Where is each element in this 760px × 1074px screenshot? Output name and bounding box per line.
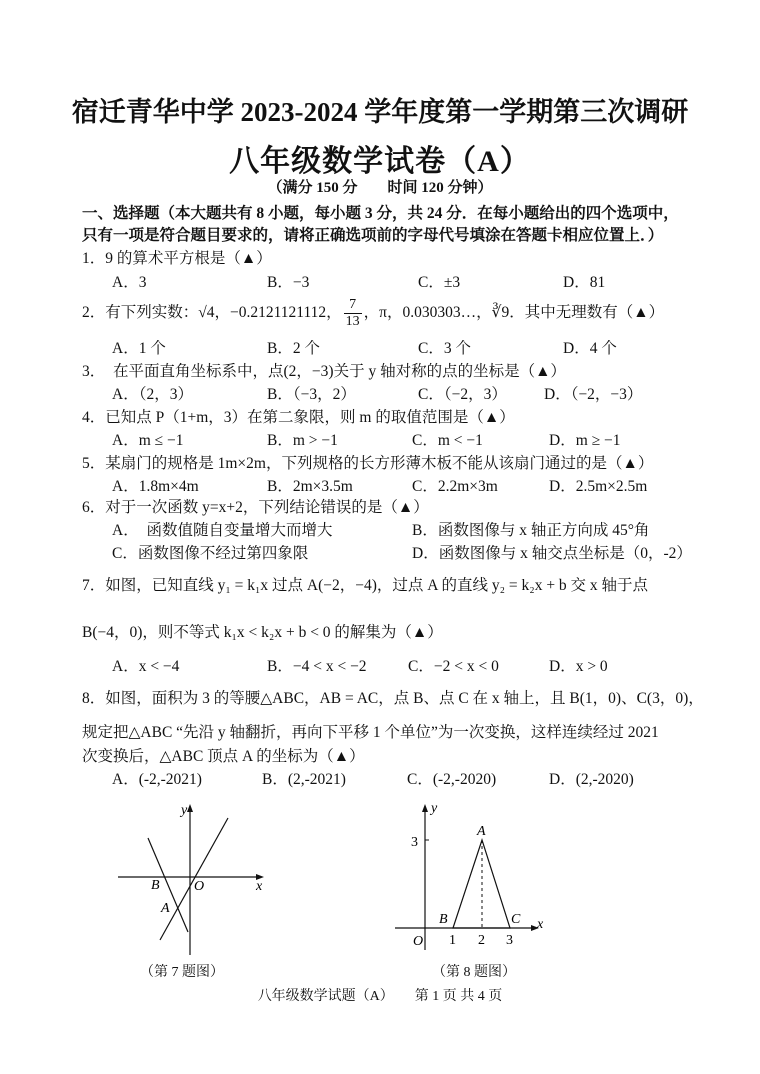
- q8-option-b: B．(2,-2021): [262, 771, 346, 788]
- fig8-label-c: C: [511, 912, 521, 927]
- q4-option-d: D．m ≥ −1: [549, 432, 621, 449]
- q8-stem-line3: 次变换后，△ABC 顶点 A 的坐标为（▲）: [82, 748, 365, 765]
- q8-option-c: C．(-2,-2020): [407, 771, 497, 788]
- q6-option-c: C．函数图像不经过第四象限: [112, 545, 309, 562]
- q2-stem-prefix: 2．有下列实数：√4，−0.2121121112，: [82, 304, 342, 322]
- q2-fraction-num: 7: [344, 297, 362, 314]
- q1-option-c: C．±3: [418, 274, 461, 291]
- fig7-label-x: x: [256, 879, 263, 894]
- q4-stem: 4．已知点 P（1+m，3）在第二象限，则 m 的取值范围是（▲）: [82, 409, 515, 426]
- q7-options: [82, 654, 722, 676]
- q7-option-b: B．−4 < x < −2: [267, 658, 367, 675]
- q6-option-a: A． 函数值随自变量增大而增大: [112, 522, 333, 539]
- q2-stem-suffix: ，π，0.030303…，∛9．其中无理数有（▲）: [363, 304, 665, 322]
- fig7-y-arrow: [187, 804, 193, 812]
- q8-stem-line2: 规定把△ABC “先沿 y 轴翻折，再向下平移 1 个单位”为一次变换，这样连续经过 2021: [82, 724, 659, 741]
- q2-option-b: B．2 个: [267, 340, 320, 357]
- q6-stem: 6．对于一次函数 y=x+2，下列结论错误的是（▲）: [82, 499, 429, 516]
- q7-option-a: A．x < −4: [112, 658, 180, 675]
- q1-stem: 1．9 的算术平方根是（▲）: [82, 250, 272, 267]
- figure8-graph: [385, 800, 560, 952]
- q5-option-b: B．2m×3.5m: [267, 478, 353, 495]
- fig8-label-b: B: [439, 912, 448, 927]
- q6-option-d: D．函数图像与 x 轴交点坐标是（0，-2）: [412, 545, 692, 562]
- fig7-label-y: y: [181, 803, 188, 818]
- q7-stem-line1: 7．如图，已知直线 y₁ = k₁x 过点 A(−2，−4)，过点 A 的直线 y₂ = k₂x + b 交 x 轴于点: [82, 577, 649, 594]
- q8-options: [82, 767, 722, 789]
- fig8-tick-label-y3: 3: [411, 835, 418, 850]
- figure8-caption: （第 8 题图）: [432, 965, 516, 980]
- q1-option-d: D．81: [563, 274, 606, 291]
- q7-option-c: C．−2 < x < 0: [408, 658, 499, 675]
- q4-option-b: B．m > −1: [267, 432, 338, 449]
- q6-options-row1: [82, 518, 722, 540]
- q8-stem-line1: 8．如图，面积为 3 的等腰△ABC，AB = AC，点 B、点 C 在 x 轴上，且 B(1，0)、C(3，0)，: [82, 690, 704, 707]
- q5-option-d: D．2.5m×2.5m: [549, 478, 648, 495]
- q2-stem: [82, 297, 664, 330]
- q7-stem-line2: B(−4，0)，则不等式 k₁x < k₂x + b < 0 的解集为（▲）: [82, 624, 443, 641]
- exam-score-time: （满分 150 分 时间 120 分钟）: [267, 180, 493, 196]
- fig8-tick-label-2: 2: [478, 933, 485, 948]
- fig8-label-y: y: [431, 801, 438, 816]
- fig7-label-o: O: [194, 879, 205, 894]
- q4-option-c: C．m < −1: [412, 432, 483, 449]
- q1-option-b: B．−3: [267, 274, 310, 291]
- fig8-tick-label-1: 1: [449, 933, 456, 948]
- figure7-graph: [110, 800, 280, 960]
- figure7-caption: （第 7 题图）: [140, 965, 224, 980]
- q2-options: [82, 336, 722, 358]
- fig8-label-o: O: [413, 934, 424, 949]
- exam-school-title: 宿迁青华中学 2023-2024 学年度第一学期第三次调研: [71, 97, 689, 127]
- exam-paper-title: 八年级数学试卷（A）: [229, 145, 531, 178]
- q3-option-c: C．（−2，3）: [418, 386, 507, 403]
- q5-stem: 5．某扇门的规格是 1m×2m，下列规格的长方形薄木板不能从该扇门通过的是（▲）: [82, 455, 654, 472]
- q1-option-a: A．3: [112, 274, 147, 291]
- q2-option-c: C．3 个: [418, 340, 471, 357]
- fig8-label-x: x: [537, 917, 544, 932]
- q3-stem: 3． 在平面直角坐标系中，点(2，−3)关于 y 轴对称的点的坐标是（▲）: [82, 363, 566, 380]
- fig8-label-a: A: [477, 824, 486, 839]
- fig8-y-arrow: [422, 804, 428, 812]
- q2-fraction-den: 13: [345, 314, 360, 329]
- q7-option-d: D．x > 0: [549, 658, 608, 675]
- q5-option-c: C．2.2m×3m: [412, 478, 498, 495]
- q5-option-a: A．1.8m×4m: [112, 478, 199, 495]
- q8-option-d: D．(2,-2020): [549, 771, 634, 788]
- q2-option-d: D．4 个: [563, 340, 617, 357]
- q4-option-a: A．m ≤ −1: [112, 432, 184, 449]
- q3-options: [82, 382, 722, 404]
- q3-option-b: B．（−3，2）: [267, 386, 356, 403]
- q2-option-a: A．1 个: [112, 340, 166, 357]
- fig7-label-b: B: [151, 878, 160, 893]
- q3-option-d: D．（−2，−3）: [544, 386, 643, 403]
- page-footer: 八年级数学试题（A） 第 1 页 共 4 页: [257, 989, 503, 1004]
- q4-options: [82, 428, 722, 450]
- q6-options-row2: [82, 541, 722, 563]
- fig8-tick-label-3: 3: [506, 933, 513, 948]
- fig7-label-a: A: [161, 901, 170, 916]
- q5-options: [82, 474, 722, 496]
- q1-options: [82, 270, 722, 292]
- q8-option-a: A．(-2,-2021): [112, 771, 202, 788]
- q6-option-b: B．函数图像与 x 轴正方向成 45°角: [412, 522, 650, 539]
- section-heading-line1: 一、选择题（本大题共有 8 小题，每小题 3 分，共 24 分．在每小题给出的四个选项中，: [82, 205, 679, 222]
- q3-option-a: A．（2，3）: [112, 386, 193, 403]
- q2-fraction: [344, 297, 362, 330]
- section-heading-line2: 只有一项是符合题目要求的，请将正确选项前的字母代号填涂在答题卡相应位置上．）: [82, 227, 664, 244]
